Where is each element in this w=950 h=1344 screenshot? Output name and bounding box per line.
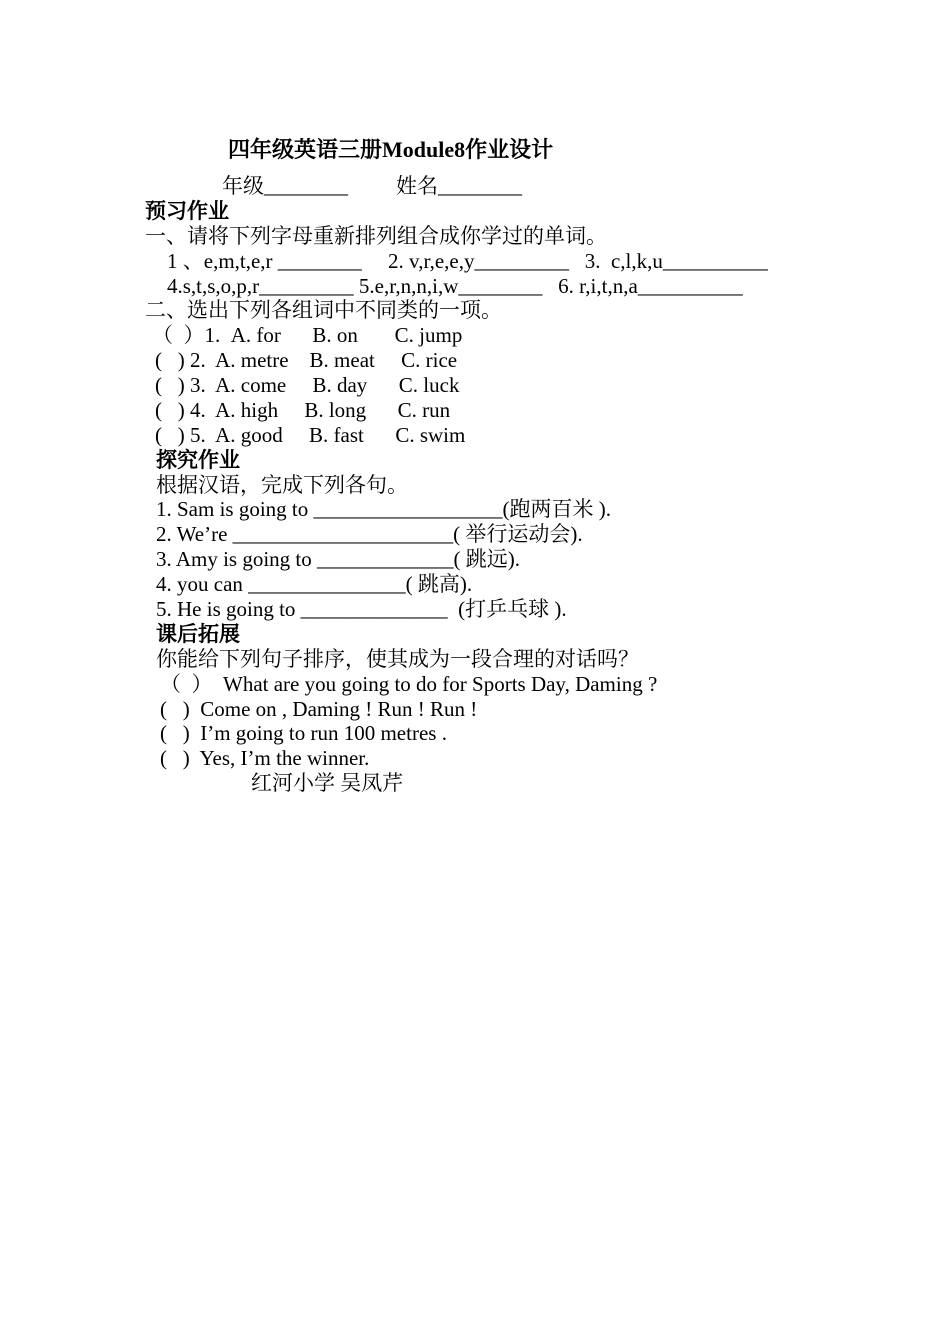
choice-item: ( ) 5. A. good B. fast C. swim [155,423,466,447]
author-signature: 红河小学 吴凤芹 [251,771,404,795]
document-title: 四年级英语三册Module8作业设计 [228,137,554,162]
dialogue-item: ( ) Yes, I’m the winner. [160,746,370,770]
question-1-instruction: 一、请将下列字母重新排列组合成你学过的单词。 [145,224,607,248]
fill-in-item: 5. He is going to ______________ (打乒乓球 ). [156,597,567,621]
choice-item: ( ) 3. A. come B. day C. luck [155,373,460,397]
fill-in-item: 2. We’re _____________________( 举行运动会). [156,522,583,546]
name-field: 姓名________ [396,174,522,198]
choice-item: （ ）1. A. for B. on C. jump [152,323,463,347]
fill-in-item: 1. Sam is going to __________________(跑两百米 ). [156,497,611,521]
section-heading-preview: 预习作业 [145,199,229,223]
question-1-row-1: 1 、e,m,t,e,r ________ 2. v,r,e,e,y_________ 3. c,l,k,u__________ [167,249,768,273]
dialogue-item: ( ) I’m going to run 100 metres . [160,721,447,745]
dialogue-item: ( ) Come on , Daming ! Run ! Run ! [160,697,478,721]
dialogue-item: （ ） What are you going to do for Sports Day, Daming ? [160,672,658,696]
grade-field: 年级________ [222,174,348,198]
choice-item: ( ) 2. A. metre B. meat C. rice [155,348,458,372]
section-heading-extension: 课后拓展 [156,622,240,646]
section-3-instruction: 你能给下列句子排序，使其成为一段合理的对话吗？ [156,647,639,671]
fill-in-item: 4. you can _______________( 跳高). [156,572,473,596]
question-1-row-2: 4.s,t,s,o,p,r_________ 5.e,r,n,n,i,w________ 6. r,i,t,n,a__________ [167,274,743,298]
section-2-instruction: 根据汉语，完成下列各句。 [156,473,408,497]
choice-item: ( ) 4. A. high B. long C. run [155,398,451,422]
fill-in-item: 3. Amy is going to _____________( 跳远). [156,547,521,571]
question-2-instruction: 二、选出下列各组词中不同类的一项。 [145,298,502,322]
section-heading-explore: 探究作业 [156,448,240,472]
